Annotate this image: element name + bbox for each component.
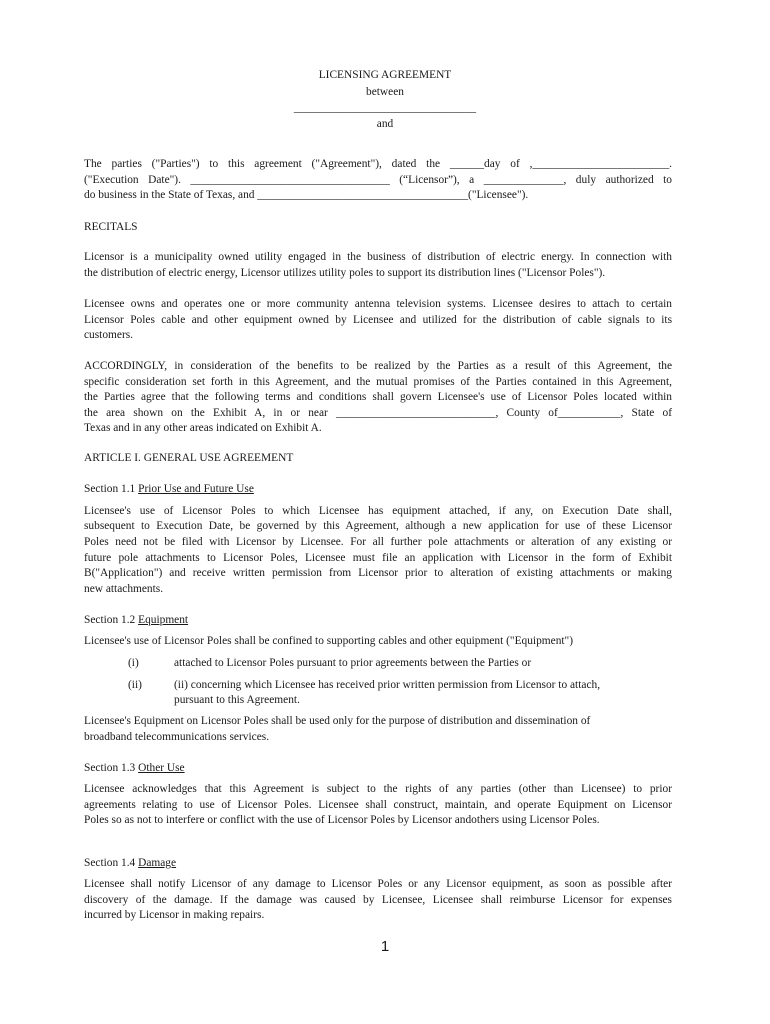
section-1-2-p2-line-2: broadband telecommunications services.	[84, 731, 270, 743]
section-1-4-line-3: incurred by Licensor in making repairs.	[84, 909, 265, 921]
recitals-p3-line-3: the Parties agree that the following terms and conditions shall govern Licensee's use of Licensor Poles located within	[84, 391, 672, 403]
recitals-p3-line-2: specific consideration set forth in this Agreement, and the mutual promises of the Parties contained in this Agreement,	[84, 376, 672, 388]
recitals-p3-line-5: Texas and in any other areas indicated on Exhibit A.	[84, 422, 322, 434]
document-title: LICENSING AGREEMENT	[318, 69, 452, 81]
recitals-heading: RECITALS	[84, 221, 138, 233]
section-1-4-line-2: discovery of the damage. If the damage was caused by Licensee, Licensee shall reimburse Licensor for expenses	[84, 894, 672, 906]
section-1-1-heading: Section 1.1 Prior Use and Future Use	[84, 483, 254, 495]
section-1-1-line-2: subsequent to Execution Date, be governed by this Agreement, although a new application for use of these Licensor	[84, 520, 672, 532]
list-item-ii-number: (ii)	[128, 679, 142, 691]
section-1-2-p2-line-1: Licensee's Equipment on Licensor Poles shall be used only for the purpose of distribution and dissemination of	[84, 715, 591, 727]
page-number: 1	[380, 938, 390, 955]
parties-line-1: The parties ("Parties") to this agreement ("Agreement"), dated the ______day of ,________________________.	[84, 158, 672, 170]
section-1-3-heading: Section 1.3 Other Use	[84, 762, 185, 774]
list-item-i-text: attached to Licensor Poles pursuant to prior agreements between the Parties or	[174, 657, 532, 669]
section-1-2-title: Equipment	[138, 614, 189, 626]
header-between: between	[366, 86, 404, 98]
section-1-1-line-3: Poles need not be filed with Licensor by Licensee. For all further pole attachments or alteration of any existing or	[84, 536, 672, 548]
section-1-2-line-1: Licensee's use of Licensor Poles shall be confined to supporting cables and other equipment ("Equipment")	[84, 635, 573, 647]
section-1-1-line-1: Licensee's use of Licensor Poles to which Licensee has equipment attached, if any, on Execution Date shall,	[84, 505, 672, 517]
section-1-3-title: Other Use	[138, 762, 185, 774]
section-1-3-line-3: Poles so as not to interfere or conflict with the use of Licensor Poles by Licensor andothers using Licensor Poles.	[84, 814, 600, 826]
recitals-p1-line-2: the distribution of electric energy, Licensor utilizes utility poles to support its distribution lines ("Licensor Poles").	[84, 267, 606, 279]
section-1-2-heading: Section 1.2 Equipment	[84, 614, 189, 626]
parties-line-2: ("Execution Date"). ___________________________________ (“Licensor”), a ______________, duly authorized to	[84, 174, 672, 186]
section-1-3-line-1: Licensee acknowledges that this Agreement is subject to the rights of any parties (other than Licensee) to prior	[84, 783, 672, 795]
section-1-4-heading: Section 1.4 Damage	[84, 857, 177, 869]
recitals-p2-line-2: Licensor Poles cable and other equipment owned by Licensee and utilized for the distribution of cable signals to its	[84, 314, 672, 326]
section-1-4-title: Damage	[138, 857, 177, 869]
recitals-p3-line-4: the area shown on the Exhibit A, in or near ____________________________, County of___________, State of	[84, 407, 672, 419]
recitals-p2-line-1: Licensee owns and operates one or more community antenna television systems. Licensee desires to attach to certain	[84, 298, 672, 310]
section-1-1-title: Prior Use and Future Use	[138, 483, 254, 495]
article-1-heading: ARTICLE I. GENERAL USE AGREEMENT	[84, 452, 294, 464]
list-item-i-number: (i)	[128, 657, 139, 669]
list-item-ii-text-2: pursuant to this Agreement.	[174, 694, 300, 706]
recitals-p1-line-1: Licensor is a municipality owned utility engaged in the business of distribution of electric energy. In connection with	[84, 251, 672, 263]
section-1-1-line-5: B("Application") and receive written permission from Licensor prior to alteration of existing attachments or making	[84, 567, 672, 579]
section-1-1-line-6: new attachments.	[84, 583, 164, 595]
recitals-p2-line-3: customers.	[84, 329, 134, 341]
parties-line-3: do business in the State of Texas, and _____________________________________("Licensee").	[84, 189, 529, 201]
list-item-ii-text-1: (ii) concerning which Licensee has received prior written permission from Licensor to attach,	[174, 679, 601, 691]
recitals-p3-line-1: ACCORDINGLY, in consideration of the benefits to be realized by the Parties as a result of this Agreement, the	[84, 360, 672, 372]
header-and: and	[376, 118, 394, 130]
section-1-4-line-1: Licensee shall notify Licensor of any damage to Licensor Poles or any Licensor equipment, as soon as possible after	[84, 878, 672, 890]
section-1-3-line-2: agreements relating to use of Licensor Poles. Licensee shall construct, maintain, and operate Equipment on Licensor	[84, 799, 672, 811]
section-1-1-line-4: future pole attachments to Licensor Poles, Licensee must file an application with Licensor in the form of Exhibit	[84, 552, 672, 564]
header-party-blank: ________________________________	[293, 102, 477, 114]
